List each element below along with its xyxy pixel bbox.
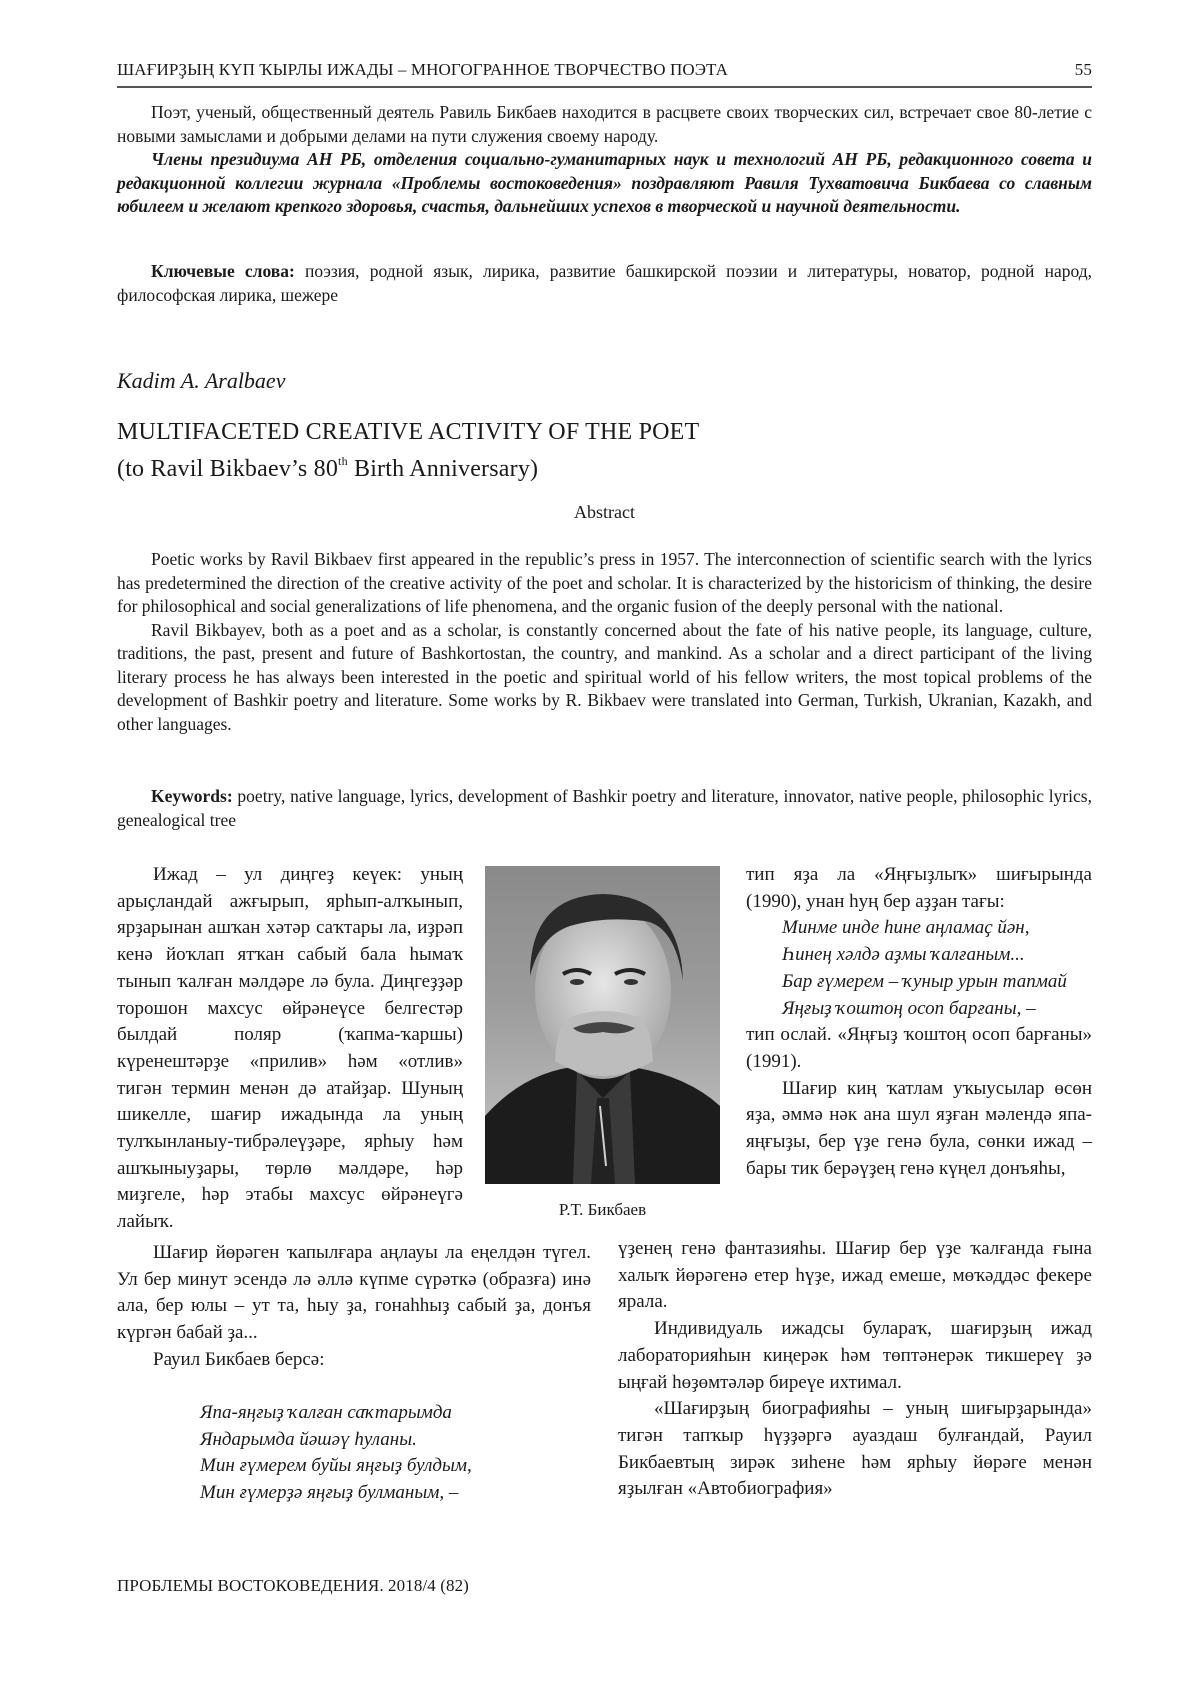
bashkir-right-column-wide: [618, 1236, 1092, 1503]
bashkir-left-column: [117, 862, 463, 1236]
russian-paragraph: Поэт, ученый, общественный деятель Равиль Бикбаев находится в расцвете своих творческих сил, встречает свое 80-летие с новыми замыслами и добрыми делами на пути служения своему народу.: [117, 102, 1092, 146]
verse-line: Яңғыҙ ҡоштоң осоп барғаны, –: [782, 997, 1036, 1019]
bashkir-paragraph: тип ослай. «Яңғыҙ ҡоштоң осоп барғаны» (1991).: [746, 1024, 1092, 1072]
abstract-body: [117, 548, 1092, 736]
bashkir-right-column: [746, 862, 1092, 1182]
journal-footer: ПРОБЛЕМЫ ВОСТОКОВЕДЕНИЯ. 2018/4 (82): [117, 1576, 469, 1595]
bashkir-paragraph: Ижад – ул диңгеҙ кеүек: уның арыҫландай ажғырып, ярһып-алҡынып, ярҙарынан ашҡан хәтәр саҡтары ла, иҙрәп кенә йоҡлап ятҡан сабый бала һымаҡ тынып ҡалған мәлдәре лә була. Диңгеҙҙәр торошон махсус өйрәнеүсе белгестәр былдай поляр (ҡапма-ҡаршы) күренештәрҙе «прилив» һәм «отлив» тигән термин менән дә атайҙар. Шуның шикелле, шағир ижадында ла уның тулҡынланыу-тибрәлеүҙәре, ярһыу һәм ашҡыныуҙары, төрлө мәлдәре, һәр миҙгеле, һәр этабы махсус өйрәнеүгә лайыҡ.: [117, 864, 463, 1233]
bashkir-paragraph: «Шағирҙың биографияһы – уның шиғырҙарында» тигән тапҡыр һүҙҙәргә ауаздаш булғандай, Рауил Бикбаевтың зирәк зиһене һәм ярһыу йөрәге менән яҙылған «Автобиография»: [618, 1398, 1092, 1500]
verse-line: Минме инде һине аңламаҫ йән,: [782, 917, 1030, 939]
verse-line: Мин ғүмерҙә яңғыҙ булманым, –: [200, 1482, 459, 1504]
verse-line: Яндарымда йәшәү һуланы.: [200, 1428, 417, 1450]
bashkir-paragraph: үҙенең генә фантазияһы. Шағир бер үҙе ҡалғанда ғына халыҡ йөрәгенә етер һүҙе, ижад емеше, мөҡәддәс фекере ярала.: [618, 1238, 1092, 1313]
author-name: Kadim A. Aralbaev: [117, 368, 286, 393]
abstract-paragraph-1: Poetic works by Ravil Bikbaev first appeared in the republic’s press in 1957. The interconnection of scientific search with the lyrics has predetermined the direction of the creative activity of the poet and scholar. It is characterized by the historicism of thinking, the desire for philosophical and social generalizations of life phenomena, and the organic fusion of the deeply personal with the national.: [117, 549, 1092, 616]
running-title: ШАҒИРҘЫҢ КҮП ҠЫРЛЫ ИЖАДЫ – МНОГОГРАННОЕ ТВОРЧЕСТВО ПОЭТА: [117, 60, 729, 79]
bashkir-paragraph: Шағир киң ҡатлам уҡыусылар өсөн яҙа, әммә нәк ана шул яҙған мәлендә япа-яңғыҙы, бер үҙе генә була, сөнки ижад – бары тик берәүҙең генә күңел донъяһы,: [746, 1077, 1092, 1179]
bashkir-paragraph: тип яҙа ла «Яңғыҙлыҡ» шиғырында (1990), унан һуң бер аҙҙан тағы:: [746, 864, 1092, 912]
abstract-paragraph-2: Ravil Bikbayev, both as a poet and as a scholar, is constantly concerned about the fate of his native people, its language, culture, traditions, the past, present and future of Bashkortostan, the country, and mankind. As a scholar and a direct participant of the living literary process he has always been interested in the poetic and spiritual world of his fellow writers, the most topical problems of the development of Bashkir poetry and literature. Some works by R. Bikbaev were translated into German, Turkish, Ukranian, Kazakh, and other languages.: [117, 619, 1092, 734]
page-number: 55: [1074, 60, 1092, 79]
title-line-1: MULTIFACETED CREATIVE ACTIVITY OF THE POET: [117, 419, 700, 445]
running-header: [117, 58, 1092, 88]
keywords-ru: поэзия, родной язык, лирика, развитие башкирской поэзии и литературы, новатор, родной народ, философская лирика, шежере: [117, 261, 1092, 305]
keywords-label-ru: Ключевые слова:: [151, 261, 295, 281]
keywords-en: [117, 785, 1092, 832]
verse-quote-left: [200, 1400, 620, 1507]
keywords-en-text: poetry, native language, lyrics, development of Bashkir poetry and literature, innovator, native people, philosophic lyrics, genealogical tree: [117, 786, 1092, 830]
title-line-2: (to Ravil Bikbaev’s 80th Birth Anniversary): [117, 454, 539, 482]
verse-line: Япа-яңғыҙ ҡалған саҡтарымда: [200, 1402, 452, 1423]
verse-line: Бар ғүмерем – ҡуныр урын тапмай: [782, 970, 1067, 992]
article-title-en: [117, 418, 699, 484]
bashkir-paragraph: Шағир йөрәген ҡапылғара аңлауы ла еңелдән түгел. Ул бер минут эсендә лә әллә күпме сүрәткә (образға) инә ала, бер юлы – ут та, һыу ҙа, гонаһһыҙ сабый ҙа, донъя күргән бабай ҙа...: [117, 1242, 591, 1344]
bashkir-left-column-wide: [117, 1240, 591, 1374]
photo-caption: Р.Т. Бикбаев: [558, 1200, 647, 1219]
bashkir-paragraph: Индивидуаль ижадсы булараҡ, шағирҙың ижад лабораторияһын киңерәк һәм төптәнерәк тикшереү ҙә ыңғай һөҙөмтәләр биреүе ихтимал.: [618, 1318, 1092, 1393]
verse-line: Һинең хәлдә аҙмы ҡалғаным...: [782, 944, 1025, 966]
portrait-icon: [485, 866, 720, 1184]
bashkir-paragraph: Рауил Бикбаев берсә:: [153, 1348, 325, 1370]
russian-keywords: [117, 260, 1092, 307]
verse-line: Мин ғүмерем буйы яңғыҙ булдым,: [200, 1455, 472, 1477]
russian-intro: [117, 101, 1092, 219]
abstract-heading: Abstract: [574, 502, 635, 522]
congratulation-paragraph: Члены президиума АН РБ, отделения социально-гуманитарных наук и технологий АН РБ, редакционного совета и редакционной коллегии журнала «Проблемы востоковедения» поздравляют Равиля Тухватовича Бикбаева со славным юбилеем и желают крепкого здоровья, счастья, дальнейших успехов в творческой и научной деятельности.: [117, 149, 1092, 216]
keywords-label-en: Keywords:: [151, 786, 233, 806]
portrait-photo: [485, 866, 720, 1184]
